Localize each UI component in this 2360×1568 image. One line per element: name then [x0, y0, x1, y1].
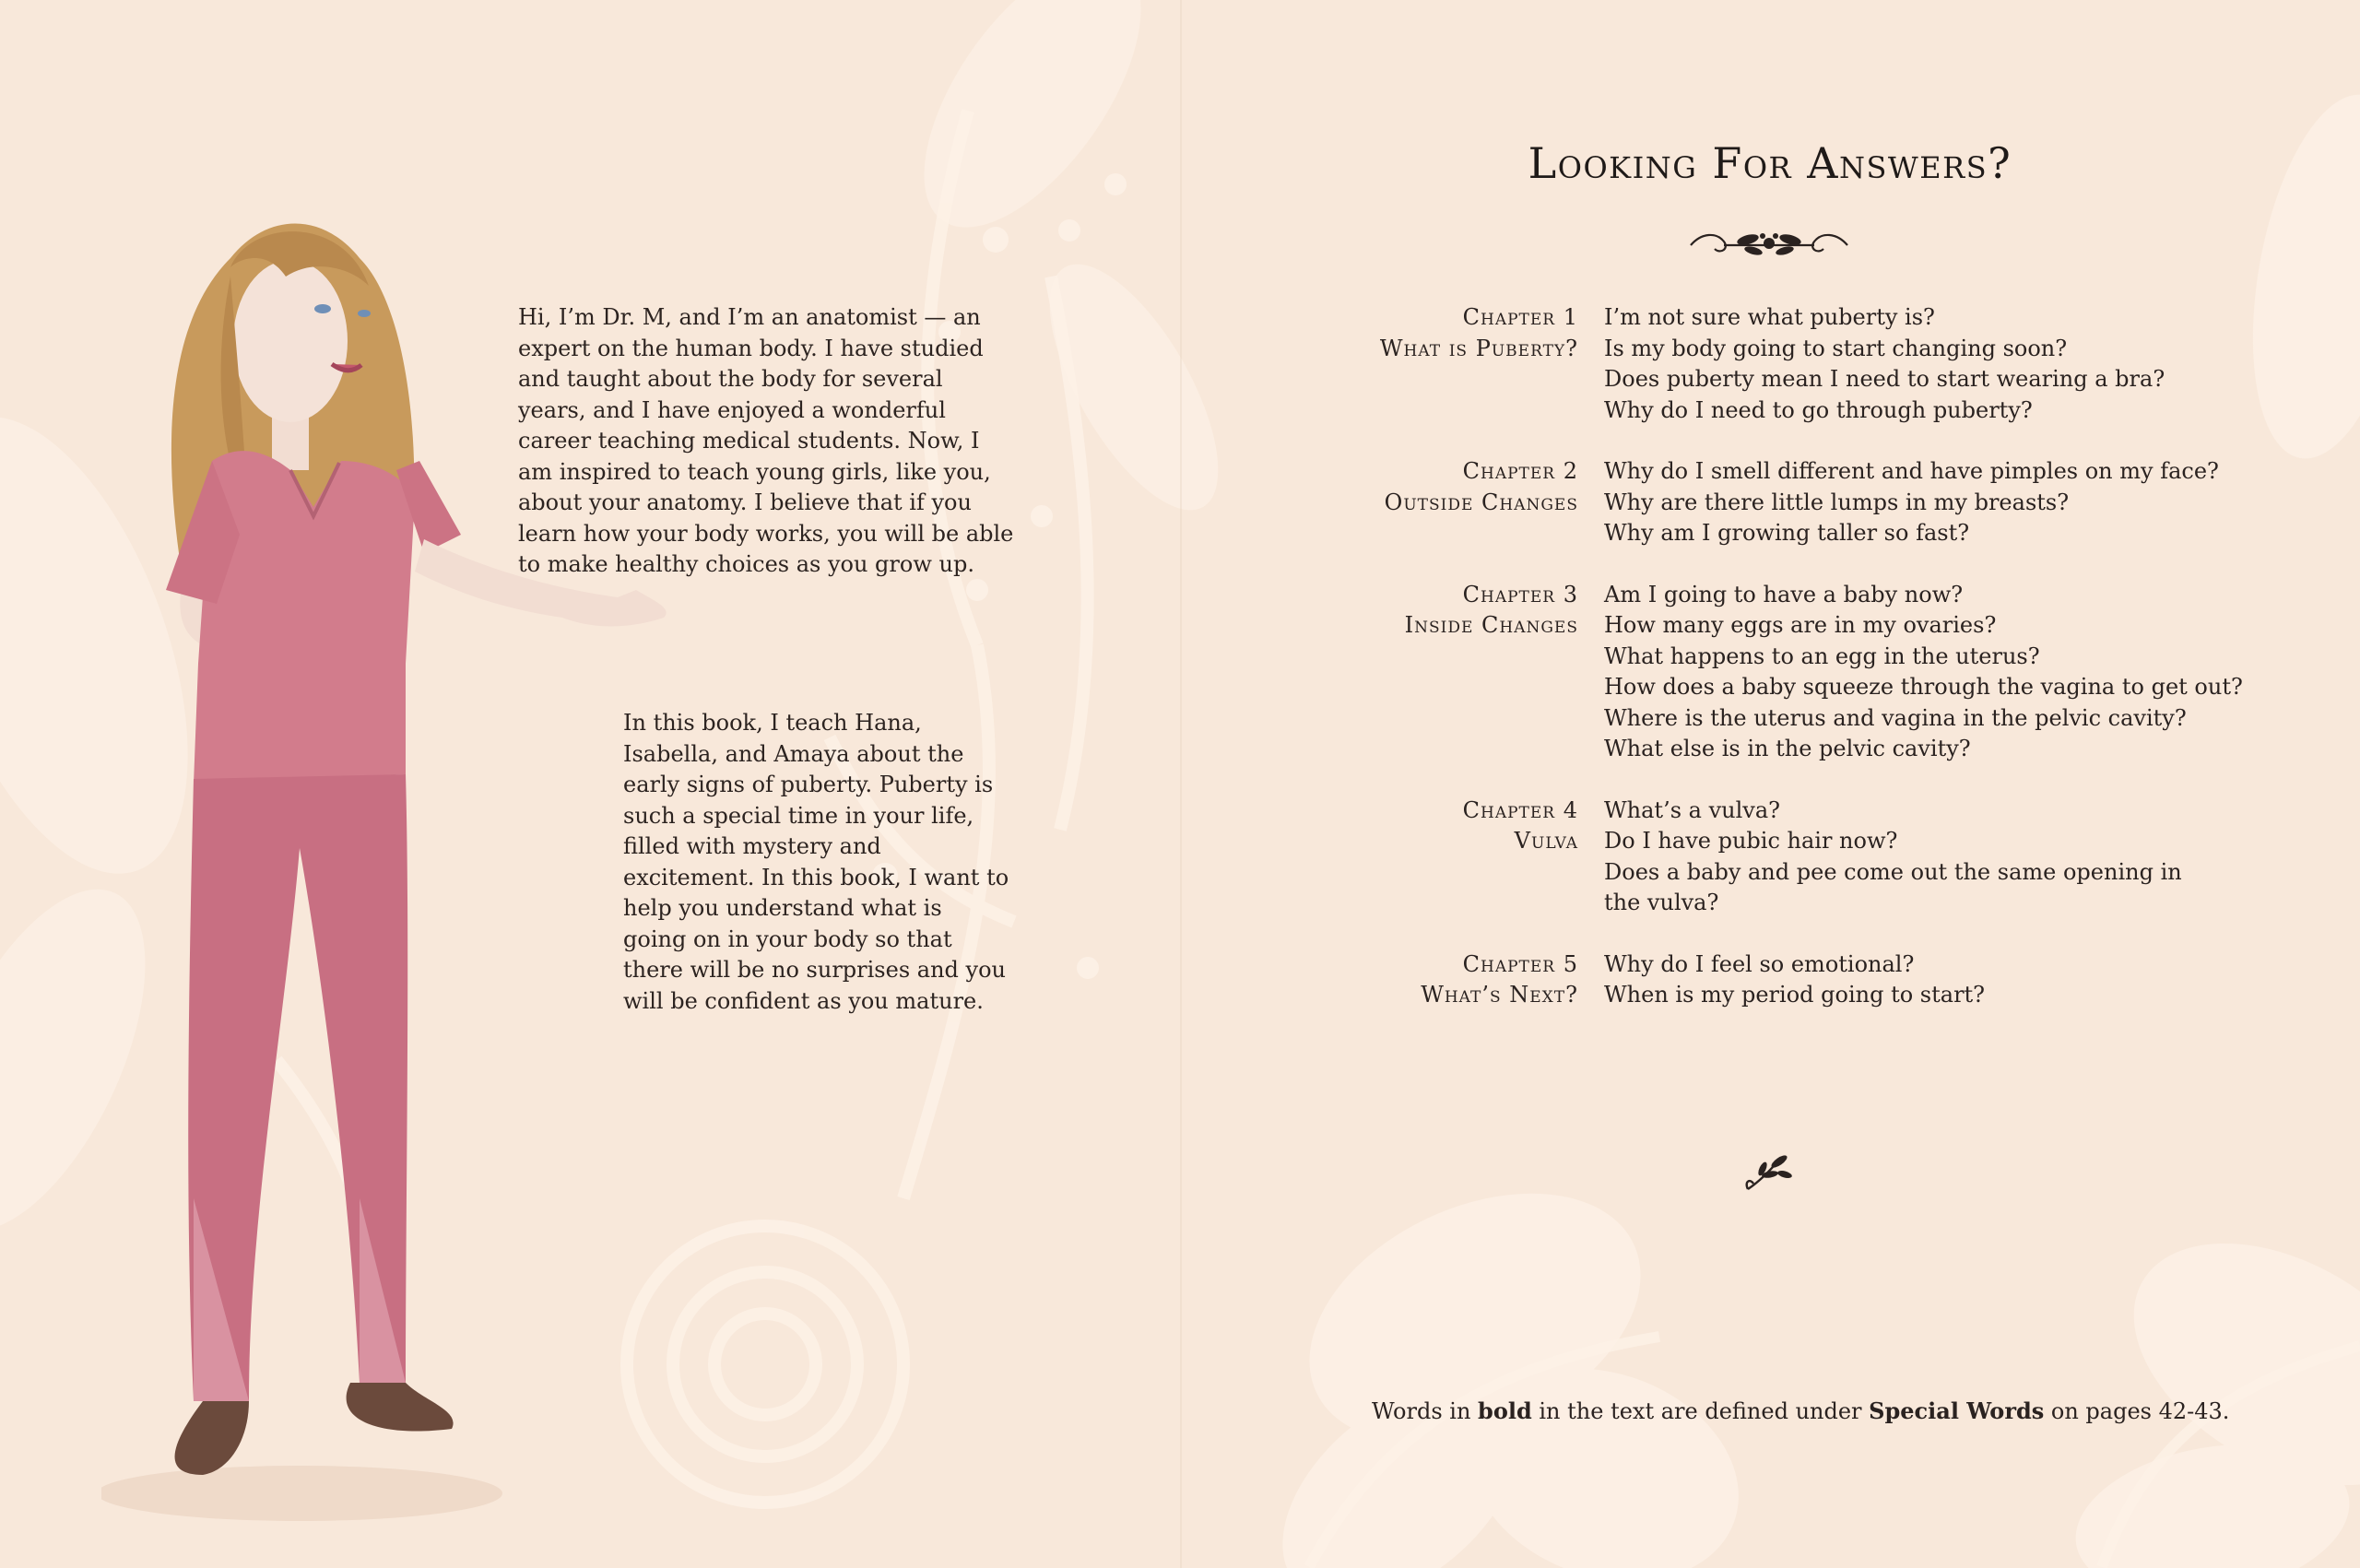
- toc-chapter-5: [1364, 949, 2323, 1011]
- chapter-question: I’m not sure what puberty is?: [1604, 304, 1935, 330]
- chapter-question: the vulva?: [1604, 890, 1719, 915]
- footer-suffix: on pages 42-43.: [2050, 1398, 2230, 1424]
- toc-chapter-list: [1364, 302, 2323, 1042]
- chapter-number: Chapter 4: [1462, 796, 1578, 823]
- footer-middle: in the text are defined under: [1539, 1398, 1862, 1424]
- flourish-ornament-icon: [1683, 225, 1855, 264]
- toc-chapter-1: [1364, 302, 2323, 426]
- intro-paragraph-1: Hi, I’m Dr. M, and I’m an anatomist — an expert on the human body. I have studied and taught about the body for several years, and I have enjoyed a wonderful career teaching medical students. Now, I am inspired to teach young girls, like you, about your anatomy. I believe that if you learn how your body works, you will be able to make healthy choices as you grow up.: [518, 304, 1014, 577]
- chapter-question: How does a baby squeeze through the vagina to get out?: [1604, 674, 2243, 700]
- chapter-question: When is my period going to start?: [1604, 982, 1986, 1008]
- footer-bold-word: bold: [1478, 1397, 1532, 1424]
- chapter-question: Why do I need to go through puberty?: [1604, 396, 2033, 423]
- chapter-number: Chapter 2: [1462, 458, 1578, 484]
- bold-words-note: [1372, 1396, 2229, 1427]
- chapter-question: Does puberty mean I need to start wearing a bra?: [1604, 366, 2165, 392]
- chapter-question: What else is in the pelvic cavity?: [1604, 736, 1971, 761]
- page-gutter: [1180, 0, 1182, 1568]
- chapter-question: What happens to an egg in the uterus?: [1604, 643, 2040, 669]
- chapter-question: Does a baby and pee come out the same opening in: [1604, 858, 2182, 885]
- chapter-question: Am I going to have a baby now?: [1604, 581, 1964, 607]
- chapter-name: Outside Changes: [1384, 489, 1578, 515]
- page-title: Looking For Answers?: [1528, 138, 2012, 188]
- chapter-name: Inside Changes: [1404, 612, 1578, 638]
- chapter-question: Why do I smell different and have pimples on my face?: [1604, 458, 2219, 484]
- toc-chapter-2: [1364, 456, 2323, 549]
- chapter-name: What’s Next?: [1421, 982, 1578, 1008]
- chapter-question: Where is the uterus and vagina in the pelvic cavity?: [1604, 704, 2187, 731]
- chapter-question: Is my body going to start changing soon?: [1604, 335, 2068, 361]
- chapter-question: How many eggs are in my ovaries?: [1604, 612, 1997, 638]
- intro-paragraph-2: In this book, I teach Hana, Isabella, and Amaya about the early signs of puberty. Puberty is such a special time in your life, filled with mystery and excitement. In this book, I want to help you understand what is going on in your body so that there will be no surprises and you will be confident as you mature.: [623, 710, 1009, 1014]
- chapter-question: Why am I growing taller so fast?: [1604, 520, 1970, 546]
- chapter-question: Do I have pubic hair now?: [1604, 828, 1898, 854]
- chapter-question: Why are there little lumps in my breasts?: [1604, 489, 2070, 515]
- chapter-question: Why do I feel so emotional?: [1604, 950, 1915, 977]
- footer-prefix: Words in: [1372, 1398, 1471, 1424]
- chapter-number: Chapter 1: [1462, 304, 1578, 330]
- chapter-number: Chapter 3: [1462, 581, 1578, 607]
- chapter-name: What is Puberty?: [1379, 335, 1578, 361]
- chapter-question: What’s a vulva?: [1604, 796, 1781, 823]
- toc-chapter-4: [1364, 796, 2323, 919]
- toc-chapter-3: [1364, 580, 2323, 765]
- sprig-ornament-icon: [1742, 1150, 1800, 1195]
- special-words-reference: Special Words: [1869, 1397, 2045, 1424]
- chapter-number: Chapter 5: [1462, 950, 1578, 977]
- chapter-name: Vulva: [1514, 828, 1578, 854]
